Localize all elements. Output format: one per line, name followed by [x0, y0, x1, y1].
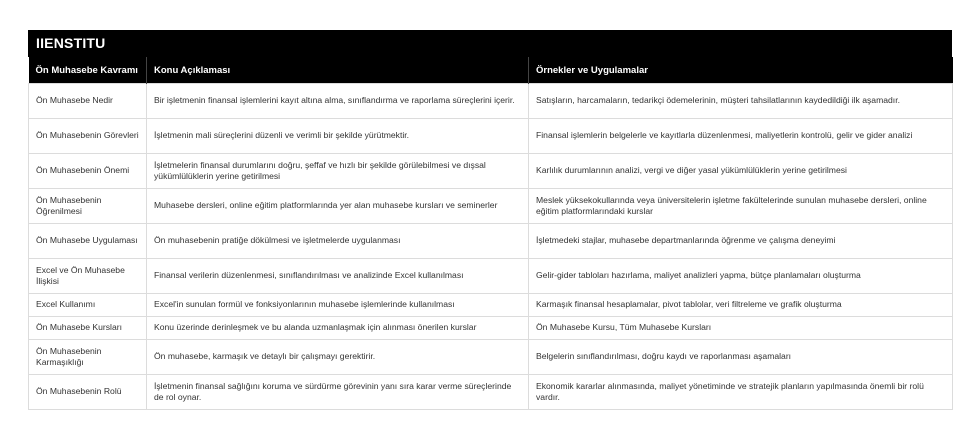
table-row	[29, 294, 953, 317]
cell-examples: Meslek yüksekokullarında veya üniversitelerin işletme fakültelerinde sunulan muhasebe dersleri, online eğitim platformlarındaki kurslar	[529, 189, 953, 224]
cell-examples: Belgelerin sınıflandırılması, doğru kaydı ve raporlanması aşamaları	[529, 340, 953, 375]
brand-header: IIENSTITU	[28, 30, 952, 57]
content-table-container	[28, 30, 952, 410]
cell-examples: Gelir-gider tabloları hazırlama, maliyet analizleri yapma, bütçe planlamaları oluşturma	[529, 259, 953, 294]
cell-concept: Ön Muhasebenin Görevleri	[29, 119, 147, 154]
table-row	[29, 259, 953, 294]
cell-description: Konu üzerinde derinleşmek ve bu alanda uzmanlaşmak için alınması önerilen kurslar	[147, 317, 529, 340]
table-row	[29, 340, 953, 375]
cell-description: Excel'in sunulan formül ve fonksiyonlarının muhasebe işlemlerinde kullanılması	[147, 294, 529, 317]
header-examples: Örnekler ve Uygulamalar	[529, 57, 953, 84]
cell-concept: Ön Muhasebenin Rolü	[29, 375, 147, 410]
cell-concept: Ön Muhasebenin Önemi	[29, 154, 147, 189]
cell-description: İşletmenin mali süreçlerini düzenli ve verimli bir şekilde yürütmektir.	[147, 119, 529, 154]
table-row	[29, 375, 953, 410]
cell-description: Ön muhasebe, karmaşık ve detaylı bir çalışmayı gerektirir.	[147, 340, 529, 375]
table-row	[29, 84, 953, 119]
cell-concept: Ön Muhasebe Uygulaması	[29, 224, 147, 259]
header-concept: Ön Muhasebe Kavramı	[29, 57, 147, 84]
table-row	[29, 154, 953, 189]
cell-examples: İşletmedeki stajlar, muhasebe departmanlarında öğrenme ve çalışma deneyimi	[529, 224, 953, 259]
concept-table	[28, 57, 953, 410]
cell-examples: Karlılık durumlarının analizi, vergi ve diğer yasal yükümlülüklerin yerine getirilmesi	[529, 154, 953, 189]
cell-concept: Excel ve Ön Muhasebe İlişkisi	[29, 259, 147, 294]
cell-concept: Excel Kullanımı	[29, 294, 147, 317]
table-row	[29, 224, 953, 259]
cell-concept: Ön Muhasebe Kursları	[29, 317, 147, 340]
cell-examples: Ön Muhasebe Kursu, Tüm Muhasebe Kursları	[529, 317, 953, 340]
cell-examples: Karmaşık finansal hesaplamalar, pivot tablolar, veri filtreleme ve grafik oluşturma	[529, 294, 953, 317]
cell-description: Finansal verilerin düzenlenmesi, sınıflandırılması ve analizinde Excel kullanılması	[147, 259, 529, 294]
table-row	[29, 317, 953, 340]
table-row	[29, 189, 953, 224]
cell-concept: Ön Muhasebe Nedir	[29, 84, 147, 119]
cell-concept: Ön Muhasebenin Karmaşıklığı	[29, 340, 147, 375]
cell-concept: Ön Muhasebenin Öğrenilmesi	[29, 189, 147, 224]
cell-description: İşletmenin finansal sağlığını koruma ve sürdürme görevinin yanı sıra karar verme süreçlerinde de rol oynar.	[147, 375, 529, 410]
cell-description: İşletmelerin finansal durumlarını doğru, şeffaf ve hızlı bir şekilde görülebilmesi ve dışsal yükümlülüklerin yerine getirilmesi	[147, 154, 529, 189]
header-description: Konu Açıklaması	[147, 57, 529, 84]
table-row	[29, 119, 953, 154]
cell-description: Muhasebe dersleri, online eğitim platformlarında yer alan muhasebe kursları ve seminerler	[147, 189, 529, 224]
cell-description: Ön muhasebenin pratiğe dökülmesi ve işletmelerde uygulanması	[147, 224, 529, 259]
table-header-row	[29, 57, 953, 84]
cell-examples: Ekonomik kararlar alınmasında, maliyet yönetiminde ve stratejik planların yapılmasında önemli bir rolü vardır.	[529, 375, 953, 410]
cell-examples: Satışların, harcamaların, tedarikçi ödemelerinin, müşteri tahsilatlarının kaydedildiği ilk aşamadır.	[529, 84, 953, 119]
cell-description: Bir işletmenin finansal işlemlerini kayıt altına alma, sınıflandırma ve raporlama süreçlerini içerir.	[147, 84, 529, 119]
cell-examples: Finansal işlemlerin belgelerle ve kayıtlarla düzenlenmesi, maliyetlerin kontrolü, gelir ve gider analizi	[529, 119, 953, 154]
